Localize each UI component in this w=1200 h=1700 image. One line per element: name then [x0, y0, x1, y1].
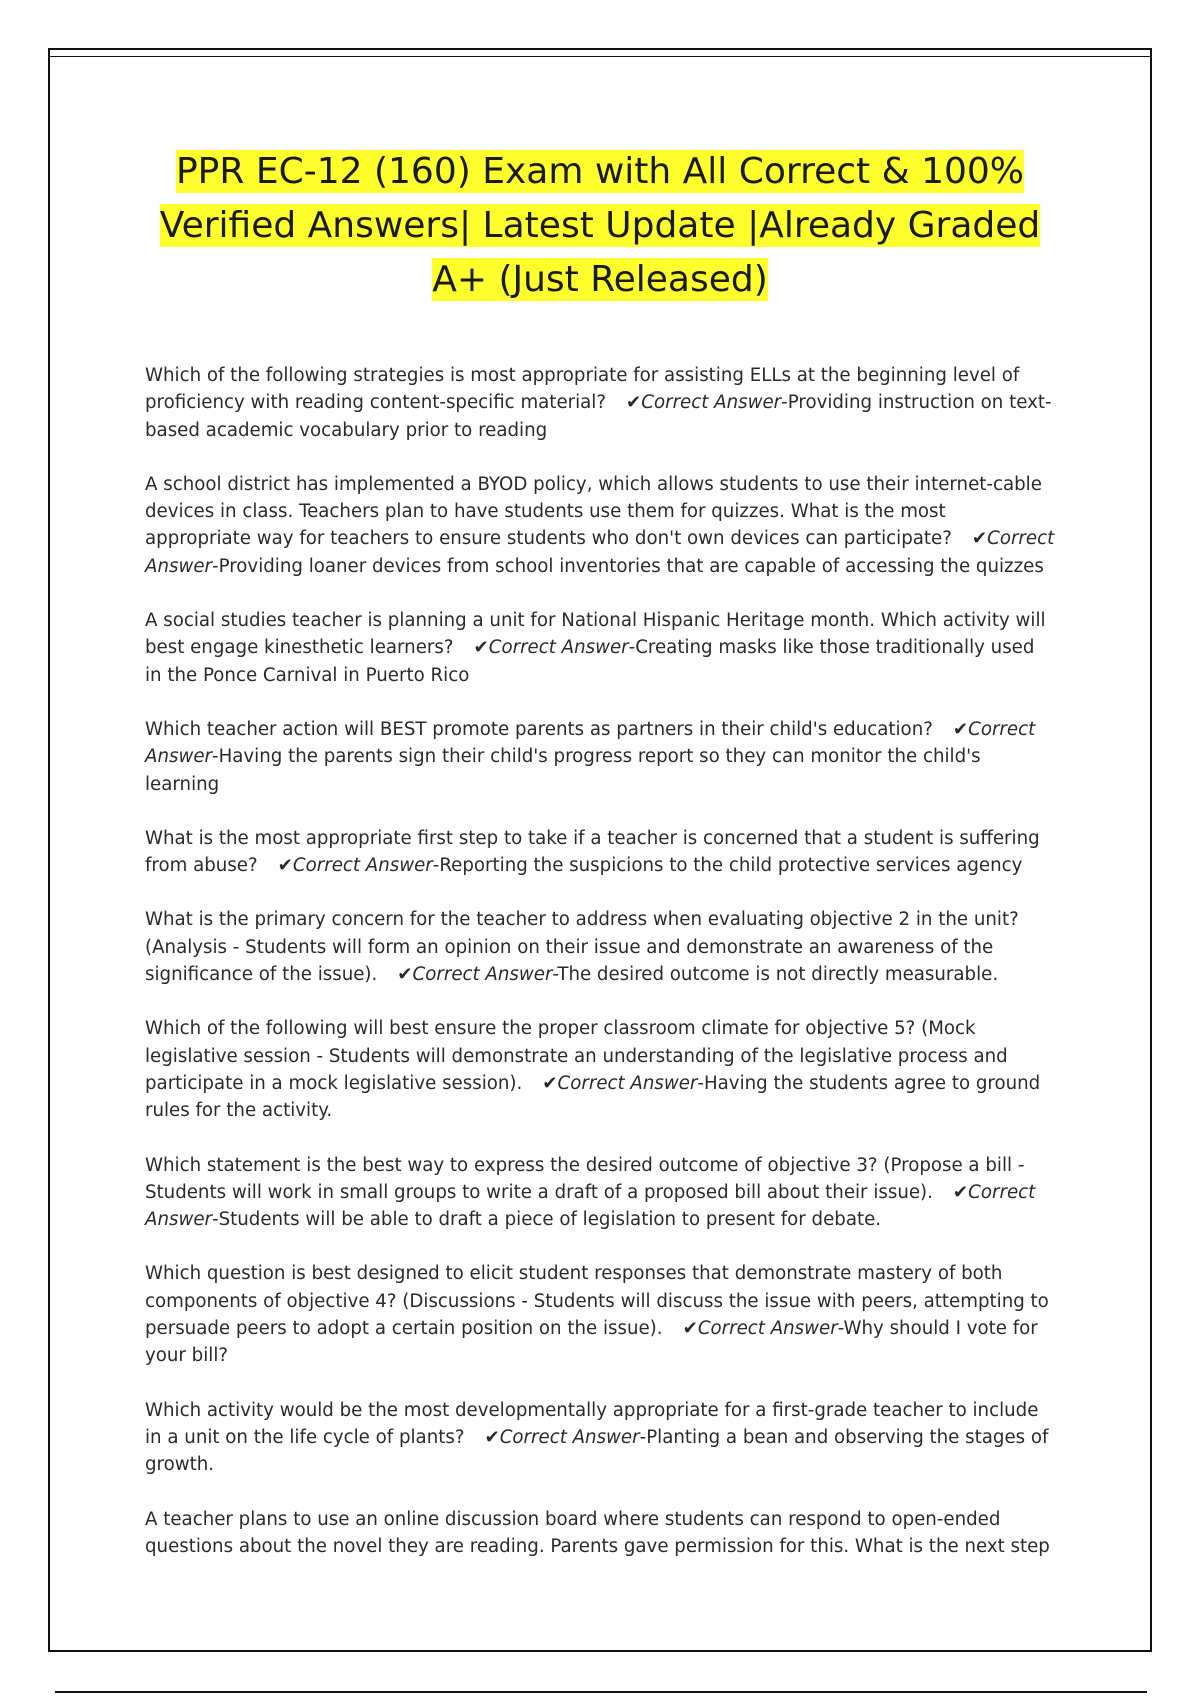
correct-answer-label [278, 855, 433, 876]
checkmark-icon: ✔ [484, 1426, 500, 1448]
document-title [120, 145, 1080, 307]
answer-label-text: Correct Answer [145, 718, 1036, 768]
question-text: A social studies teacher is planning a unit for National Hispanic Heritage month. Which activity will best engage kinesthetic learners? [145, 610, 1046, 659]
answer-text: Why should I vote for your bill? [145, 1318, 1038, 1367]
checkmark-icon: ✔ [952, 1181, 969, 1203]
answer-label-text: Correct Answer [697, 1318, 838, 1340]
answer-label-text: Correct Answer [499, 1426, 640, 1448]
question-text: Which of the following strategies is most appropriate for assisting ELLs at the beginning level of proficiency with reading content-specific material? [145, 365, 1020, 414]
page-bottom-rule [55, 1691, 1147, 1693]
title-line-1: PPR EC-12 (160) Exam with All Correct & 100% [175, 151, 1025, 192]
question-answer-list [145, 362, 1055, 1587]
correct-answer-label [474, 637, 629, 658]
checkmark-icon: ✔ [952, 718, 969, 740]
question-text: Which activity would be the most developmentally appropriate for a first-grade teacher to include in a unit on the life cycle of plants? [145, 1399, 1039, 1448]
checkmark-icon: ✔ [682, 1318, 698, 1340]
correct-answer-label [397, 964, 552, 985]
answer-label-text: Correct Answer [641, 392, 782, 414]
answer-separator: - [212, 555, 219, 577]
answer-text: Planting a bean and observing the stages of growth. [145, 1426, 1049, 1476]
answer-text: Creating masks like those traditionally used in the Ponce Carnival in Puerto Rico [145, 637, 1035, 686]
answer-text: Reporting the suspicions to the child protective services agency [439, 855, 1023, 877]
checkmark-icon: ✔ [473, 637, 489, 659]
answer-text: Having the parents sign their child's progress report so they can monitor the child's learning [145, 746, 981, 795]
answer-label-text: Correct Answer [145, 528, 1055, 577]
answer-text: Having the students agree to ground rules for the activity. [145, 1072, 1041, 1122]
question-text: Which teacher action will BEST promote parents as partners in their child's education? [145, 718, 933, 740]
qa-item [145, 716, 1055, 798]
question-text: What is the most appropriate first step to take if a teacher is concerned that a student is suffering from abuse? [145, 827, 1040, 877]
question-text: What is the primary concern for the teacher to address when evaluating objective 2 in the unit? (Analysis - Students will form an opinion on their issue and demonstrate an awareness of the significance of the issue). [145, 909, 1019, 986]
qa-item [145, 906, 1055, 988]
question-text: A school district has implemented a BYOD policy, which allows students to use their internet-cable devices in class. Teachers plan to have students use them for quizzes. What is the most appropriate way for teachers to ensure students who don't own devices can participate? [145, 473, 1042, 550]
answer-separator: - [837, 1318, 844, 1340]
answer-label-text: Correct Answer [145, 1181, 1036, 1231]
qa-item [145, 1152, 1055, 1234]
answer-text: Providing loaner devices from school inventories that are capable of accessing the quizzes [218, 555, 1044, 577]
answer-separator: - [781, 392, 788, 414]
correct-answer-label [542, 1073, 697, 1094]
qa-item [145, 825, 1055, 880]
correct-answer-label [484, 1427, 639, 1448]
qa-item [145, 1397, 1055, 1479]
answer-text: The desired outcome is not directly measurable. [557, 964, 999, 986]
answer-label-text: Correct Answer [412, 964, 553, 986]
question-text: Which of the following will best ensure the proper classroom climate for objective 5? (Mock legislative session - Students will demonstrate an understanding of the legislative process and participate in a mock legislative session). [145, 1018, 1008, 1094]
qa-item [145, 1260, 1055, 1369]
answer-text: Providing instruction on text-based academic vocabulary prior to reading [145, 392, 1052, 441]
answer-separator: - [639, 1426, 647, 1448]
answer-separator: - [212, 1209, 219, 1231]
qa-item [145, 1015, 1055, 1124]
checkmark-icon: ✔ [277, 855, 293, 877]
answer-separator: - [628, 637, 636, 659]
qa-item [145, 607, 1055, 689]
answer-label-text: Correct Answer [292, 855, 433, 877]
question-text: A teacher plans to use an online discussion board where students can respond to open-ended questions about the novel they are reading. Parents gave permission for this. What is the next step [145, 1508, 1050, 1557]
question-text: Which question is best designed to elicit student responses that demonstrate mastery of both components of objective 4? (Discussions - Students will discuss the issue with peers, attempting to persuade peers to adopt a certain position on the issue). [145, 1263, 1049, 1340]
correct-answer-label [626, 392, 781, 413]
answer-separator: - [552, 964, 558, 986]
qa-item [145, 471, 1055, 580]
answer-label-text: Correct Answer [488, 637, 629, 659]
checkmark-icon: ✔ [626, 392, 642, 414]
answer-separator: - [697, 1072, 704, 1094]
correct-answer-label [683, 1318, 838, 1339]
answer-separator: - [212, 746, 219, 768]
question-text: Which statement is the best way to express the desired outcome of objective 3? (Propose a bill - Students will work in small groups to write a draft of a proposed bill about their issue). [145, 1154, 1025, 1203]
answer-separator: - [432, 855, 440, 877]
title-line-2: Verified Answers| Latest Update |Already Graded [159, 205, 1041, 246]
page-frame-top-rule [50, 56, 1150, 57]
qa-item [145, 1506, 1055, 1561]
answer-text: Students will be able to draft a piece of legislation to present for debate. [218, 1209, 882, 1231]
qa-item [145, 362, 1055, 444]
checkmark-icon: ✔ [397, 964, 413, 986]
checkmark-icon: ✔ [971, 528, 988, 550]
title-line-3: A+ (Just Released) [432, 259, 768, 300]
checkmark-icon: ✔ [542, 1072, 558, 1094]
answer-label-text: Correct Answer [557, 1072, 698, 1094]
